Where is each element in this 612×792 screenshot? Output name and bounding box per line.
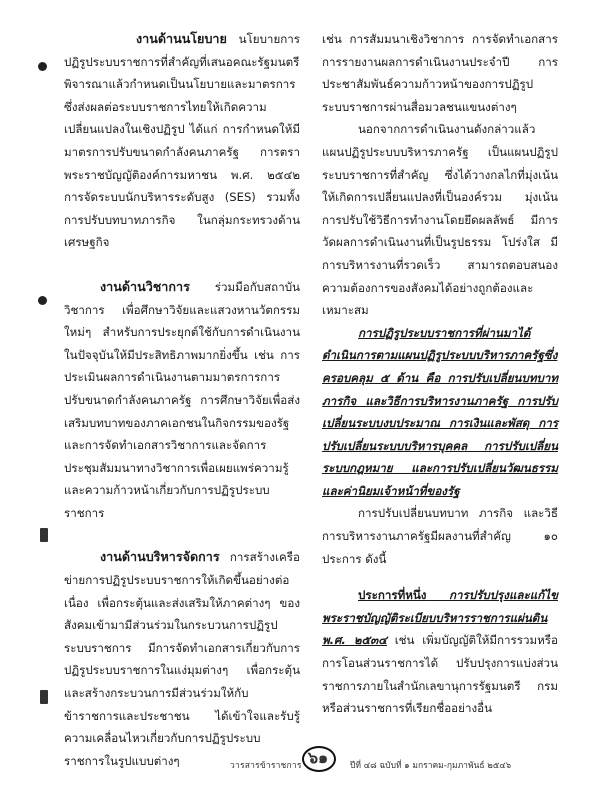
item-one-lead: ประการที่หนึ่ง	[358, 588, 427, 603]
left-column	[64, 28, 300, 772]
academic-text: ร่วมมือกับสถาบันวิชาการ เพื่อศึกษาวิจัยและแสวงหานวัตกรรมใหม่ๆ สำหรับการประยุกต์ใช้กับการดำเนินงานในปัจจุบันให้มีประสิทธิภาพมากยิ่งขึ้น เช่น การประเมินผลการดำเนินงานตามมาตรการการปรับขนาดกำลังคนภาครัฐ การศึกษาวิจัยเพื่อส่งเสริมบทบาทของภาคเอกชนในกิจกรรมของรัฐ และการจัดทำเอกสารวิชาการและจัดการประชุมสัมมนาทางวิชาการเพื่อเผยแพร่ความรู้และความก้าวหน้าเกี่ยวกับการปฏิรูประบบราชการ	[64, 279, 300, 520]
page-number: ๖๑	[298, 745, 338, 771]
academic-section	[64, 276, 300, 525]
margin-bullet	[38, 62, 47, 71]
right-paragraph-4: การปรับเปลี่ยนบทบาท ภารกิจ และวิธีการบริหารงานภาครัฐมีผลงานที่สำคัญ ๑๐ ประการ ดังนี้	[322, 506, 558, 566]
management-heading: งานด้านบริหารจัดการ	[100, 549, 220, 565]
margin-mark	[40, 528, 48, 542]
management-text: การสร้างเครือข่ายการปฏิรูประบบราชการให้เกิดขึ้นอย่างต่อเนื่อง เพื่อกระตุ้นและส่งเสริมให้ภาคต่างๆ ของสังคมเข้ามามีส่วนร่วมในกระบวนการปฏิรูประบบราชการ มีการจัดทำเอกสารเกี่ยวกับการปฏิรูประบบราชการในแง่มุมต่างๆ เพื่อกระตุ้นและสร้างกระบวนการมีส่วนร่วมให้กับข้าราชการและประชาชน ได้เข้าใจและรับรู้ความเคลื่อนไหวเกี่ยวกับการปฏิรูประบบราชการในรูปแบบต่างๆ	[64, 550, 300, 768]
journal-name: วารสารข้าราชการ	[230, 761, 302, 771]
management-section	[64, 546, 300, 772]
item-one-text: เช่น เพิ่มบัญญัติให้มีการรวมหรือการโอนส่วนราชการได้ ปรับปรุงการแบ่งส่วนราชการภายในสำนักเลขานุการรัฐมนตรี กรม หรือส่วนราชการที่เรียกชื่ออย่างอื่น	[322, 633, 558, 716]
academic-heading: งานด้านวิชาการ	[100, 278, 190, 294]
item-one-title: การปรับปรุงและแก้ไขพระราชบัญญัติระเบียบบริหารราชการแผ่นดิน พ.ศ. ๒๕๓๔	[322, 588, 558, 648]
right-paragraph-5	[322, 584, 558, 720]
right-column	[322, 28, 558, 720]
policy-section	[64, 28, 300, 254]
margin-mark	[40, 690, 48, 704]
right-paragraph-2: นอกจากการดำเนินงานดังกล่าวแล้ว แผนปฏิรูประบบบริหารภาครัฐ เป็นแผนปฏิรูประบบราชการที่สำคัญ ซึ่งได้วางกลไกที่มุ่งเน้นให้เกิดการเปลี่ยนแปลงที่เป็นองค์รวม มุ่งเน้นการปรับใช้วิธีการทำงานโดยยึดผลลัพธ์ มีการวัดผลการดำเนินงานที่เป็นรูปธรรม โปร่งใส มีการบริหารงานที่รวดเร็ว สามารถตอบสนองความต้องการของสังคมได้อย่างถูกต้องและเหมาะสม	[322, 122, 558, 318]
margin-bullet	[38, 296, 47, 305]
issue-info: ปีที่ ๔๘ ฉบับที่ ๑ มกราคม-กุมภาพันธ์ ๒๕๔๖	[350, 761, 512, 771]
page-footer	[230, 745, 560, 775]
policy-heading: งานด้านนโยบาย	[136, 31, 227, 46]
right-paragraph-1: เช่น การสัมมนาเชิงวิชาการ การจัดทำเอกสารการรายงานผลการดำเนินงานประจำปี การประชาสัมพันธ์ความก้าวหน้าของการปฏิรูประบบราชการผ่านสื่อมวลชนแขนงต่างๆ	[322, 32, 558, 114]
right-paragraph-3: การปฏิรูประบบราชการที่ผ่านมาได้ดำเนินการตามแผนปฏิรูประบบบริหารภาครัฐซึ่งครอบคลุม ๕ ด้าน คือ การปรับเปลี่ยนบทบาท ภารกิจ และวิธีการบริหารงานภาครัฐ การปรับเปลี่ยนระบบงบประมาณ การเงินและพัสดุ การปรับเปลี่ยนระบบบริหารบุคคล การปรับเปลี่ยนระบบกฎหมาย และการปรับเปลี่ยนวัฒนธรรมและค่านิยมเจ้าหน้าที่ของรัฐ	[322, 325, 558, 498]
policy-text: นโยบายการปฏิรูประบบราชการที่สำคัญที่เสนอคณะรัฐมนตรีพิจารณาแล้วกำหนดเป็นนโยบายและมาตรการซึ่งส่งผลต่อระบบราชการไทยให้เกิดความเปลี่ยนแปลงในเชิงปฏิรูป ได้แก่ การกำหนดให้มีมาตรการปรับขนาดกำลังคนภาครัฐ การตราพระราชบัญญัติองค์การมหาชน พ.ศ. ๒๕๔๒ การจัดระบบนักบริหารระดับสูง (SES) รวมทั้งการปรับบทบาทภารกิจ ในกลุ่มกระทรวงด้านเศรษฐกิจ	[64, 32, 300, 250]
